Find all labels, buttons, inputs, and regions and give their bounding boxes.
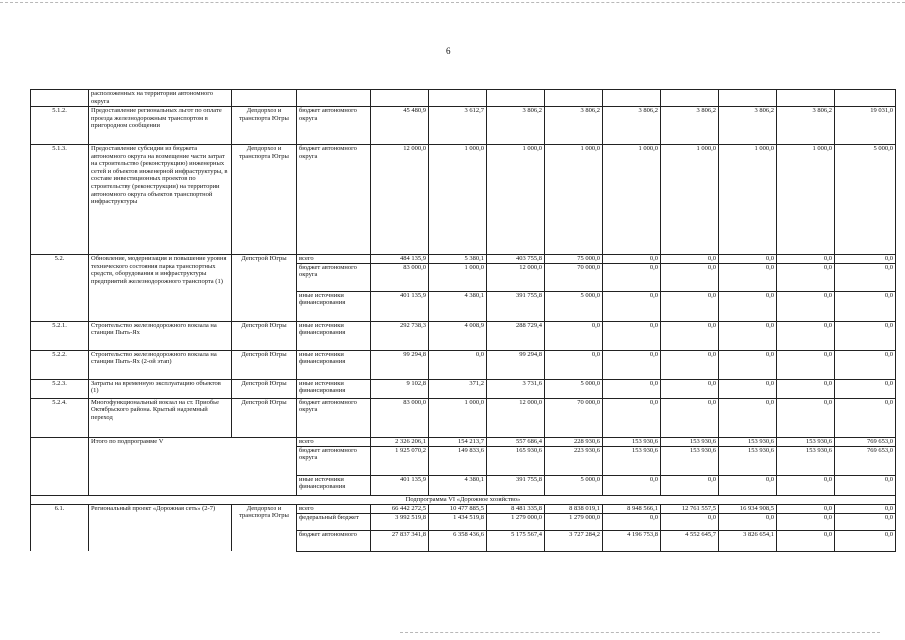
table-row [31,495,896,504]
value-cell: 3 731,6 [487,379,545,398]
value-cell: 75 000,0 [545,255,603,264]
value-cell: 0,0 [835,255,896,264]
value-cell: 0,0 [777,504,835,513]
value-cell: 0,0 [429,350,487,379]
value-cell: 153 930,6 [661,446,719,475]
row-name: Строительство железнодорожного вокзала на станции Пыть-Ях (2-ой этап) [89,350,232,379]
value-cell: 165 930,6 [487,446,545,475]
value-cell: 66 442 272,5 [371,504,429,513]
value-cell: 1 925 070,2 [371,446,429,475]
row-source: бюджет автономного округа [297,398,371,437]
value-cell: 99 294,8 [487,350,545,379]
value-cell: 1 279 000,0 [487,513,545,530]
value-cell: 1 000,0 [603,145,661,255]
row-code: 6.1. [31,504,89,551]
table-row [31,145,896,255]
value-cell: 0,0 [835,263,896,291]
row-executor: Депстрой Югры [232,398,297,437]
value-cell: 292 738,3 [371,321,429,350]
value-cell: 0,0 [545,350,603,379]
value-cell: 99 294,8 [371,350,429,379]
row-executor: Депдорхоз и транспорта Югры [232,107,297,145]
row-code: 5.2.3. [31,379,89,398]
table-row [31,379,896,398]
value-cell: 0,0 [835,379,896,398]
value-cell: 12 000,0 [487,398,545,437]
value-cell: 3 806,2 [545,107,603,145]
value-cell: 0,0 [777,475,835,495]
value-cell: 10 477 885,5 [429,504,487,513]
value-cell: 0,0 [835,291,896,321]
row-code [31,90,89,107]
value-cell: 0,0 [603,379,661,398]
row-executor: Депдорхоз и транспорта Югры [232,504,297,551]
value-cell: 1 000,0 [661,145,719,255]
value-cell: 12 000,0 [487,263,545,291]
value-cell: 70 000,0 [545,398,603,437]
value-cell: 3 806,2 [661,107,719,145]
value-cell: 0,0 [719,255,777,264]
value-cell: 16 934 908,5 [719,504,777,513]
value-cell: 0,0 [661,350,719,379]
value-cell: 3 806,2 [719,107,777,145]
value-cell: 401 135,9 [371,291,429,321]
value-cell: 1 000,0 [429,263,487,291]
total-label: Итого по подпрограмме V [89,437,297,495]
row-executor: Депстрой Югры [232,255,297,322]
value-cell: 403 755,8 [487,255,545,264]
value-cell: 0,0 [777,379,835,398]
value-cell: 8 481 335,8 [487,504,545,513]
value-cell: 3 992 519,8 [371,513,429,530]
value-cell: 0,0 [719,350,777,379]
value-cell: 0,0 [835,350,896,379]
table-row [31,437,896,446]
value-cell: 1 000,0 [429,398,487,437]
value-cell: 5 175 567,4 [487,530,545,551]
row-source: иные источники финансирования [297,291,371,321]
value-cell: 0,0 [661,379,719,398]
value-cell: 0,0 [777,255,835,264]
value-cell: 401 135,9 [371,475,429,495]
value-cell: 0,0 [661,291,719,321]
value-cell: 0,0 [661,513,719,530]
value-cell: 5 000,0 [835,145,896,255]
value-cell: 153 930,6 [603,437,661,446]
value-cell: 1 434 519,8 [429,513,487,530]
value-cell: 228 930,6 [545,437,603,446]
row-code: 5.1.2. [31,107,89,145]
row-source: иные источники финансирования [297,321,371,350]
value-cell: 3 806,2 [777,107,835,145]
row-name: Строительство железнодорожного вокзала на станции Пыть-Ях [89,321,232,350]
row-code: 5.2. [31,255,89,322]
page-number: 6 [446,46,451,56]
row-source: бюджет автономного округа [297,107,371,145]
row-code: 5.2.4. [31,398,89,437]
value-cell: 484 135,9 [371,255,429,264]
row-source: всего [297,255,371,264]
value-cell: 0,0 [719,398,777,437]
value-cell: 0,0 [719,379,777,398]
value-cell: 5 000,0 [545,475,603,495]
value-cell: 4 552 645,7 [661,530,719,551]
value-cell: 0,0 [661,263,719,291]
row-source: федеральный бюджет [297,513,371,530]
row-name: расположенных на территории автономного округа [89,90,232,107]
row-source: бюджет автономного округа [297,145,371,255]
value-cell: 153 930,6 [603,446,661,475]
value-cell: 8 948 566,1 [603,504,661,513]
value-cell: 0,0 [835,398,896,437]
table-row [31,350,896,379]
row-source: иные источники финансирования [297,475,371,495]
value-cell: 0,0 [777,398,835,437]
value-cell: 6 358 436,6 [429,530,487,551]
table-row [31,321,896,350]
value-cell: 0,0 [603,513,661,530]
value-cell: 5 000,0 [545,291,603,321]
row-executor: Депдорхоз и транспорта Югры [232,145,297,255]
row-source: иные источники финансирования [297,379,371,398]
row-name: Затраты на временную эксплуатацию объектов (1) [89,379,232,398]
value-cell: 0,0 [835,475,896,495]
value-cell: 12 000,0 [371,145,429,255]
value-cell: 70 000,0 [545,263,603,291]
value-cell: 0,0 [603,350,661,379]
value-cell: 769 653,0 [835,437,896,446]
value-cell: 0,0 [719,321,777,350]
value-cell: 1 000,0 [487,145,545,255]
value-cell: 154 213,7 [429,437,487,446]
value-cell: 3 806,2 [487,107,545,145]
value-cell: 3 612,7 [429,107,487,145]
value-cell: 153 930,6 [777,437,835,446]
value-cell: 153 930,6 [777,446,835,475]
value-cell: 153 930,6 [719,437,777,446]
row-executor: Депстрой Югры [232,350,297,379]
value-cell: 5 000,0 [545,379,603,398]
value-cell: 83 000,0 [371,263,429,291]
value-cell: 0,0 [719,513,777,530]
value-cell: 223 930,6 [545,446,603,475]
value-cell: 0,0 [661,398,719,437]
value-cell: 0,0 [603,398,661,437]
row-executor: Депстрой Югры [232,321,297,350]
row-source: бюджет автономного округа [297,446,371,475]
value-cell: 0,0 [835,321,896,350]
value-cell: 288 729,4 [487,321,545,350]
row-source: всего [297,437,371,446]
value-cell: 27 837 341,8 [371,530,429,551]
value-cell: 8 838 019,1 [545,504,603,513]
row-name: Предоставление субсидии из бюджета автономного округа на возмещение части затрат на строительство (реконструкцию) инженерных сетей и объектов инженерной инфраструктуры, в составе инвестиционных проектов по строительству (реконструкции) на территории автономного округа объектов транспортной инфраструктуры [89,145,232,255]
value-cell: 0,0 [835,530,896,551]
value-cell: 0,0 [603,255,661,264]
value-cell: 1 000,0 [545,145,603,255]
value-cell: 0,0 [603,321,661,350]
value-cell: 3 727 284,2 [545,530,603,551]
value-cell: 371,2 [429,379,487,398]
row-source: бюджет автономного округа [297,263,371,291]
row-source: бюджет автономного [297,530,371,551]
row-name: Многофункциональный вокзал на ст. Приобье Октябрьского района. Крытый надземный переход [89,398,232,437]
value-cell: 5 380,1 [429,255,487,264]
value-cell: 0,0 [777,321,835,350]
value-cell: 0,0 [719,475,777,495]
value-cell: 3 826 654,1 [719,530,777,551]
value-cell: 0,0 [603,263,661,291]
value-cell: 0,0 [777,513,835,530]
value-cell: 1 000,0 [429,145,487,255]
value-cell: 0,0 [661,475,719,495]
value-cell: 0,0 [777,530,835,551]
value-cell: 0,0 [777,350,835,379]
value-cell: 0,0 [777,291,835,321]
value-cell: 0,0 [545,321,603,350]
value-cell: 1 000,0 [719,145,777,255]
value-cell: 0,0 [719,291,777,321]
value-cell: 4 008,9 [429,321,487,350]
budget-table [30,89,896,552]
value-cell: 149 833,6 [429,446,487,475]
row-code: 5.1.3. [31,145,89,255]
value-cell: 0,0 [603,475,661,495]
row-code: 5.2.2. [31,350,89,379]
row-executor: Депстрой Югры [232,379,297,398]
table-row [31,255,896,264]
value-cell: 4 196 753,8 [603,530,661,551]
value-cell: 12 761 557,5 [661,504,719,513]
value-cell: 153 930,6 [661,437,719,446]
table-row [31,398,896,437]
value-cell: 153 930,6 [719,446,777,475]
value-cell: 4 380,1 [429,475,487,495]
value-cell: 0,0 [661,321,719,350]
scan-edge-bottom [400,632,880,634]
value-cell: 0,0 [777,263,835,291]
value-cell: 391 755,8 [487,475,545,495]
row-name: Обновление, модернизация и повышение уровня технического состояния парка транспортных средств, оборудования и инфраструктуры предприятий железнодорожного транспорта (1) [89,255,232,322]
value-cell: 0,0 [603,291,661,321]
value-cell: 2 326 206,1 [371,437,429,446]
row-code: 5.2.1. [31,321,89,350]
value-cell: 83 000,0 [371,398,429,437]
value-cell: 3 806,2 [603,107,661,145]
value-cell: 0,0 [719,263,777,291]
row-source: всего [297,504,371,513]
row-name: Региональный проект «Дорожная сеть» (2-7) [89,504,232,551]
value-cell: 1 279 000,0 [545,513,603,530]
value-cell: 0,0 [835,513,896,530]
table-row [31,504,896,513]
value-cell: 4 380,1 [429,291,487,321]
row-source: иные источники финансирования [297,350,371,379]
table-row [31,107,896,145]
scan-edge-top [0,2,905,4]
row-name: Предоставление региональных льгот по оплате проезда железнодорожным транспортом в пригородном сообщении [89,107,232,145]
value-cell: 769 653,0 [835,446,896,475]
value-cell: 0,0 [661,255,719,264]
subprogram-heading: Подпрограмма VI «Дорожное хозяйство» [31,495,896,504]
value-cell: 9 102,8 [371,379,429,398]
value-cell: 45 480,9 [371,107,429,145]
value-cell: 1 000,0 [777,145,835,255]
table-row [31,90,896,107]
value-cell: 557 686,4 [487,437,545,446]
row-code [31,437,89,495]
value-cell: 391 755,8 [487,291,545,321]
value-cell: 0,0 [835,504,896,513]
value-cell: 19 031,0 [835,107,896,145]
